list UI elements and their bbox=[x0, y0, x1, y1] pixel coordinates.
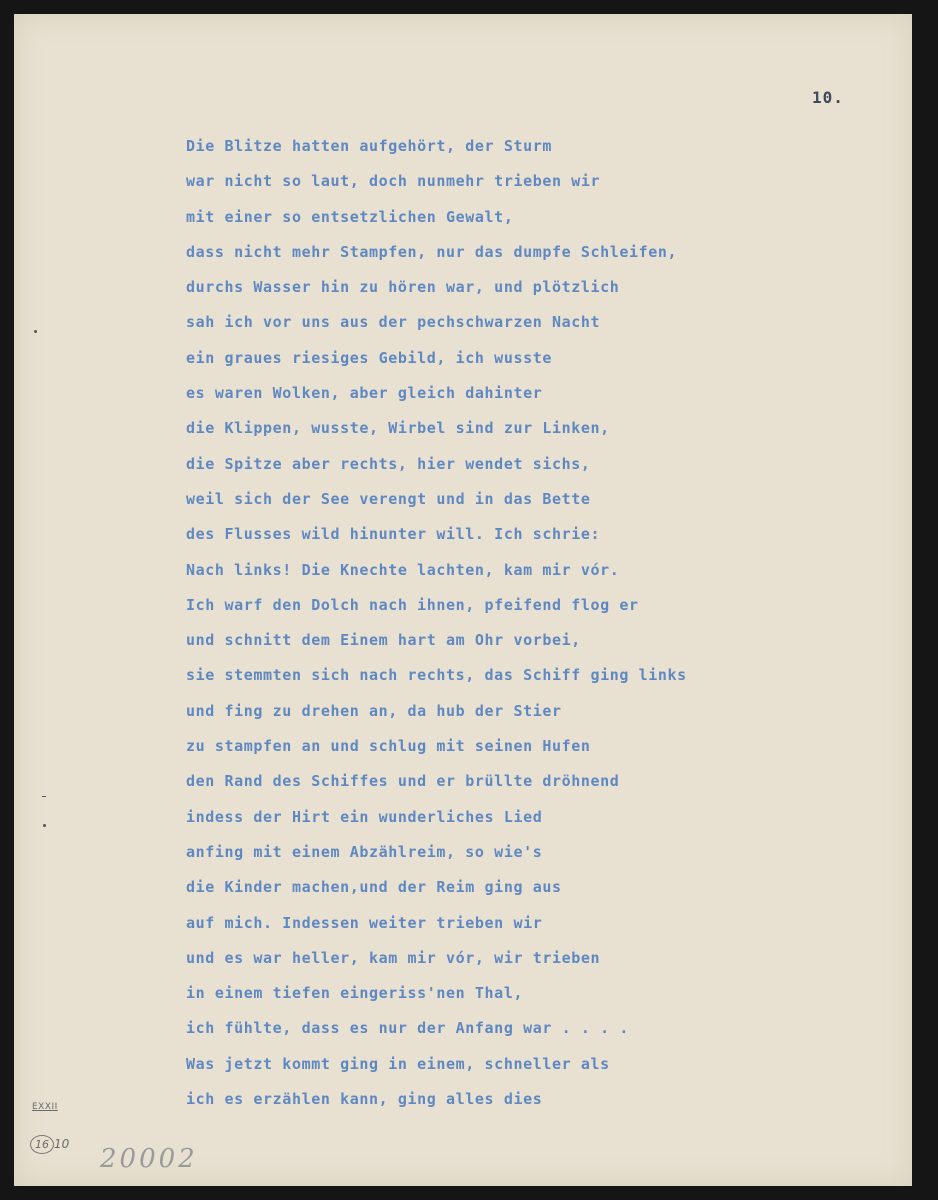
text-line: die Klippen, wusste, Wirbel sind zur Linken, bbox=[186, 419, 610, 438]
collection-mark: EXXII bbox=[32, 1102, 58, 1112]
text-line: und es war heller, kam mir vór, wir trieben bbox=[186, 948, 601, 967]
margin-dot bbox=[34, 330, 37, 333]
text-line: es waren Wolken, aber gleich dahinter bbox=[186, 384, 543, 403]
folio-mark bbox=[30, 1135, 69, 1154]
text-line: den Rand des Schiffes und er brüllte dröhnend bbox=[186, 772, 620, 791]
text-line: dass nicht mehr Stampfen, nur das dumpfe Schleifen, bbox=[186, 242, 678, 261]
document-page bbox=[14, 14, 912, 1186]
text-line: die Kinder machen,und der Reim ging aus bbox=[186, 878, 562, 897]
text-line: indess der Hirt ein wunderliches Lied bbox=[186, 807, 543, 826]
text-line: Ich warf den Dolch nach ihnen, pfeifend flog er bbox=[186, 595, 639, 614]
margin-dot bbox=[43, 824, 46, 827]
text-line: Nach links! Die Knechte lachten, kam mir vór. bbox=[186, 560, 620, 579]
page-number: 10. bbox=[812, 88, 844, 107]
archive-id-stamp: 20002 bbox=[100, 1144, 198, 1174]
text-line: anfing mit einem Abzählreim, so wie's bbox=[186, 842, 543, 861]
text-line: ein graues riesiges Gebild, ich wusste bbox=[186, 348, 552, 367]
text-line: zu stampfen an und schlug mit seinen Hufen bbox=[186, 737, 591, 756]
text-line: des Flusses wild hinunter will. Ich schrie: bbox=[186, 525, 601, 544]
text-line: weil sich der See verengt und in das Bette bbox=[186, 489, 591, 508]
text-line: war nicht so laut, doch nunmehr trieben wir bbox=[186, 172, 601, 191]
text-line: in einem tiefen eingeriss'nen Thal, bbox=[186, 984, 524, 1003]
text-line: sie stemmten sich nach rechts, das Schiff ging links bbox=[186, 666, 687, 685]
text-line: ich fühlte, dass es nur der Anfang war . . . . bbox=[186, 1019, 630, 1038]
text-line: und schnitt dem Einem hart am Ohr vorbei, bbox=[186, 631, 581, 650]
text-line: durchs Wasser hin zu hören war, und plötzlich bbox=[186, 278, 620, 297]
folio-sub-number: 10 bbox=[54, 1137, 70, 1151]
text-line: Was jetzt kommt ging in einem, schneller als bbox=[186, 1054, 610, 1073]
text-line: sah ich vor uns aus der pechschwarzen Nacht bbox=[186, 313, 601, 332]
text-line: mit einer so entsetzlichen Gewalt, bbox=[186, 207, 514, 226]
text-line: die Spitze aber rechts, hier wendet sichs, bbox=[186, 454, 591, 473]
text-line: auf mich. Indessen weiter trieben wir bbox=[186, 913, 543, 932]
poem-text bbox=[186, 135, 687, 1123]
folio-circled-number: 16 bbox=[30, 1135, 54, 1154]
text-line: und fing zu drehen an, da hub der Stier bbox=[186, 701, 562, 720]
text-line: ich es erzählen kann, ging alles dies bbox=[186, 1090, 543, 1109]
margin-dot bbox=[42, 796, 46, 797]
text-line: Die Blitze hatten aufgehört, der Sturm bbox=[186, 137, 552, 155]
